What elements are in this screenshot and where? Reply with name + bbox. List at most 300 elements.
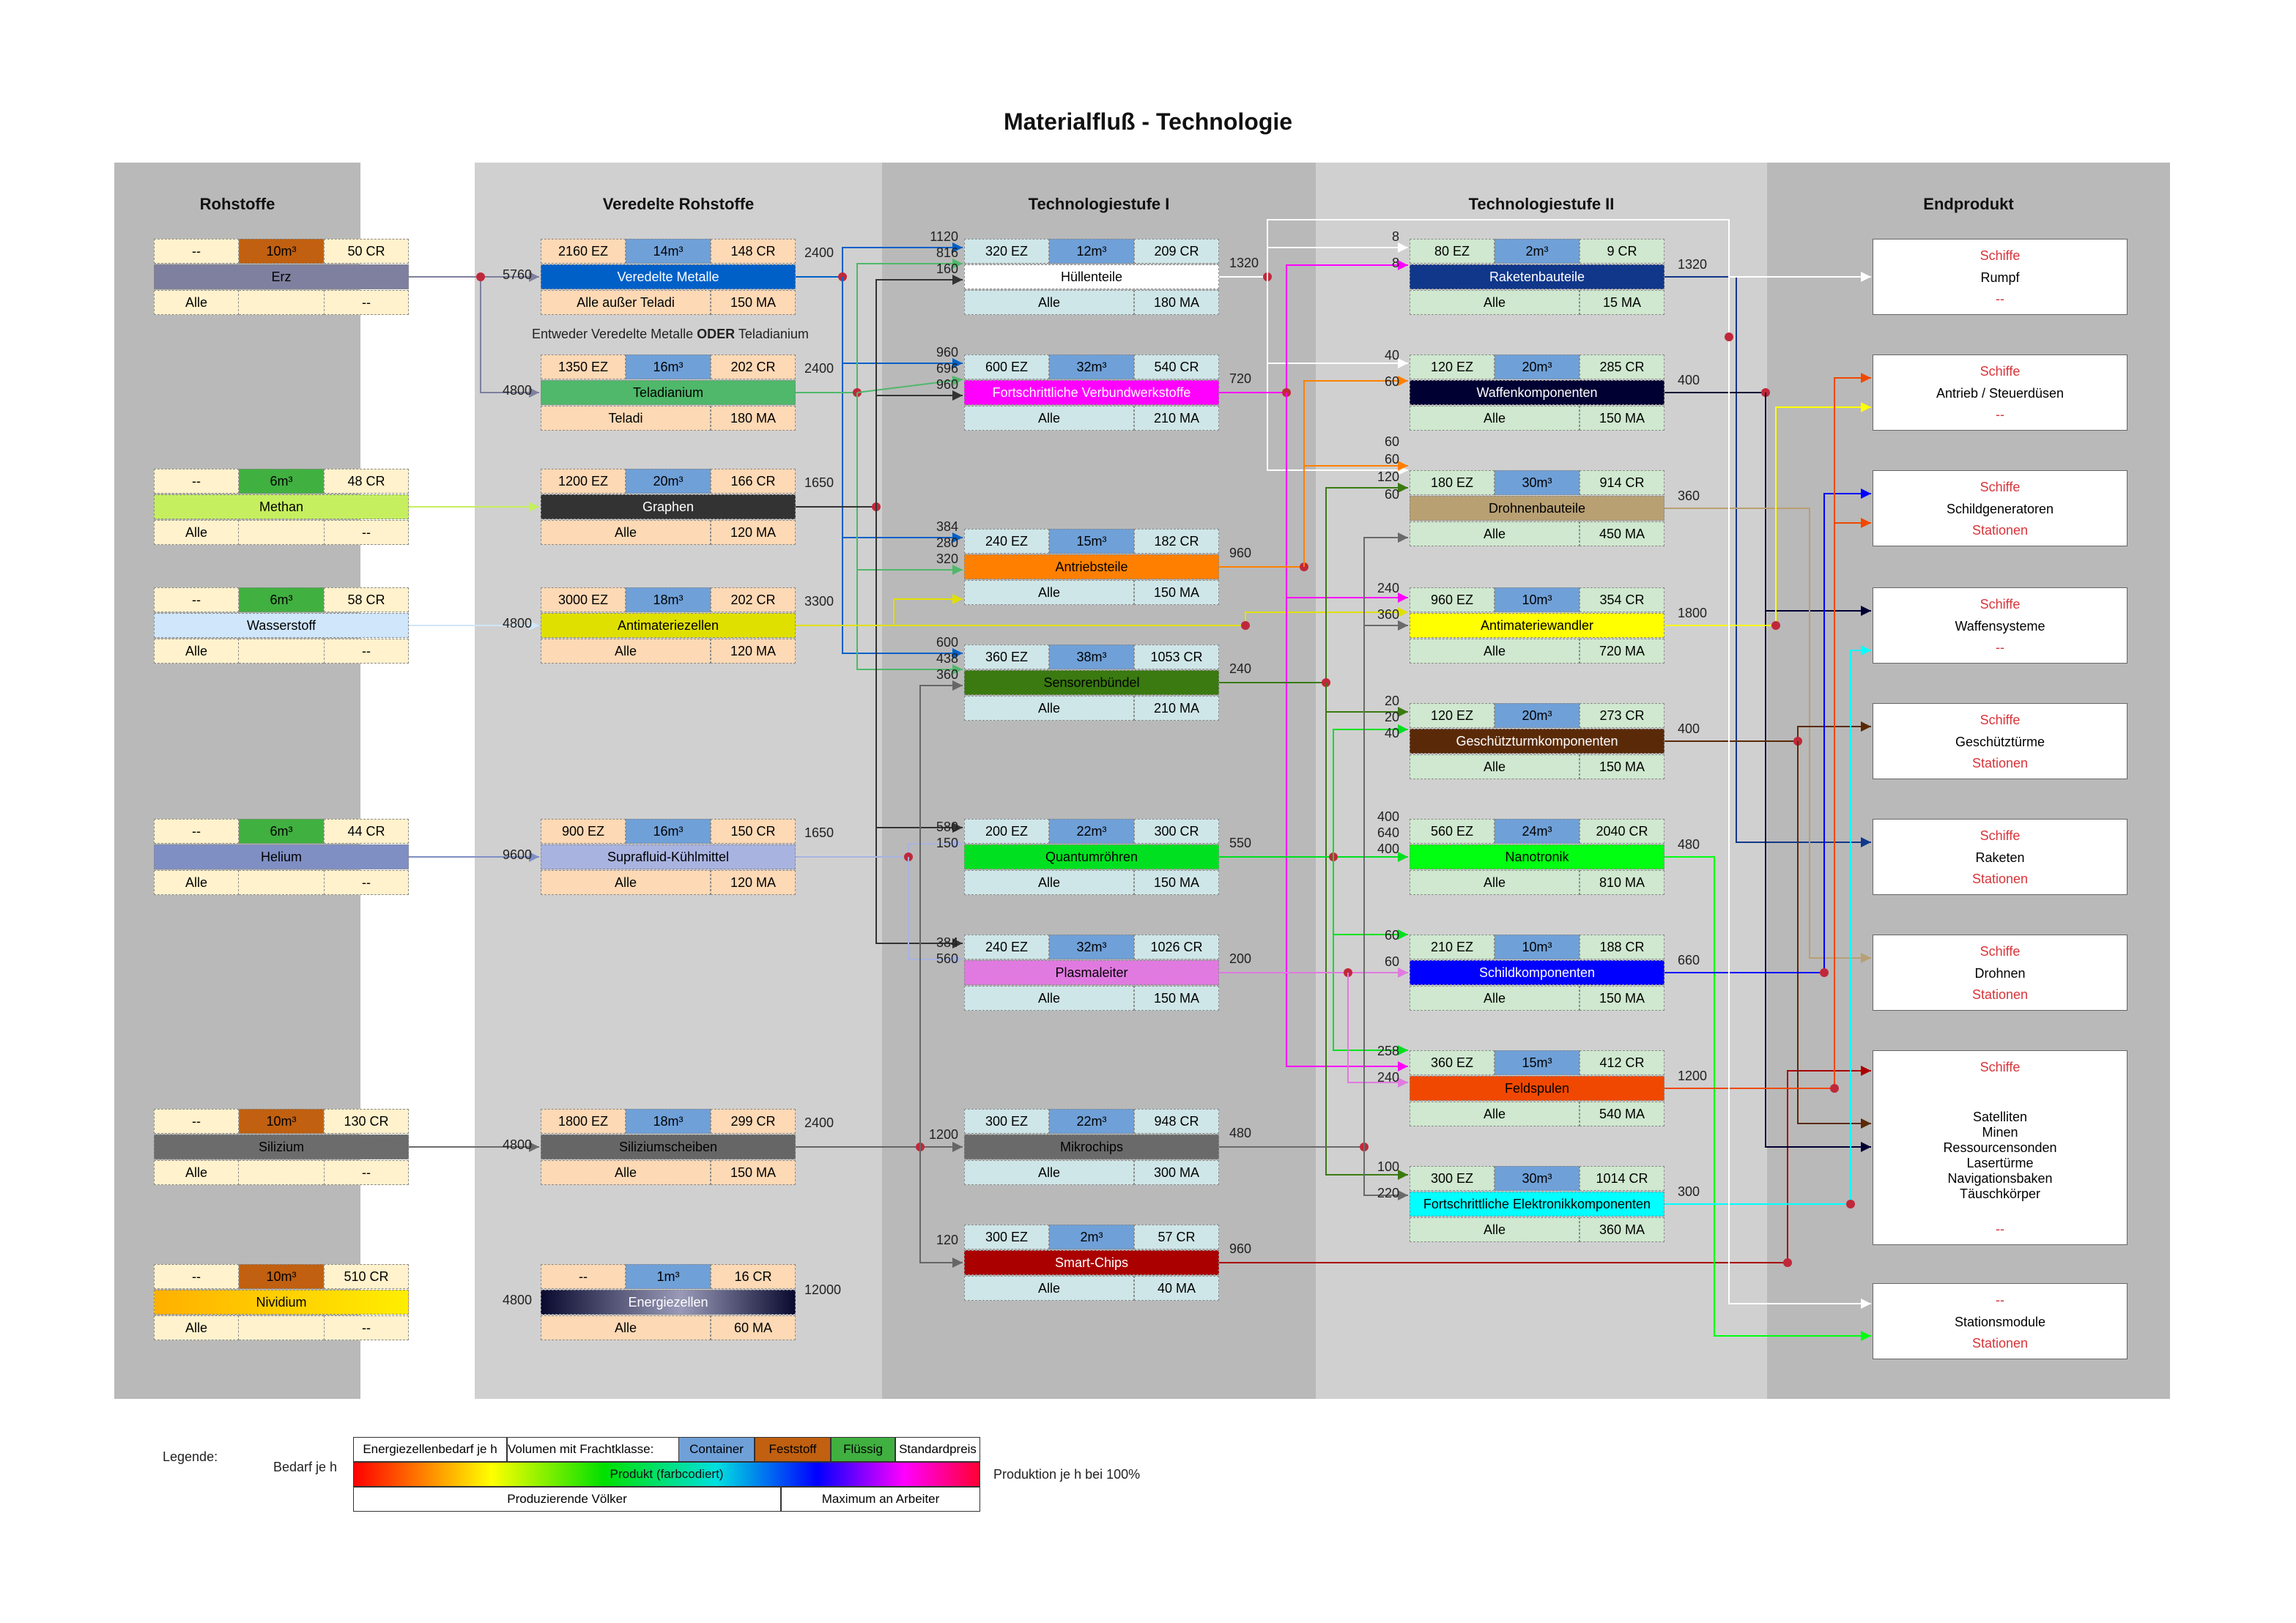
producing-races: Alle außer Teladi (541, 290, 711, 315)
max-workers: 150 MA (711, 1160, 796, 1185)
end-product-line: Raketen (1975, 850, 2025, 865)
tier1-input-amount: 816 (936, 245, 958, 260)
tier2-output-amount: 1200 (1678, 1069, 1708, 1083)
cargo-volume: 10m³ (239, 1109, 324, 1134)
tier1-input-amount: 150 (936, 836, 958, 850)
energy-demand: 180 EZ (1410, 470, 1495, 495)
end-product-box (1873, 354, 2127, 431)
standard-price: 188 CR (1580, 935, 1664, 959)
product-name: Antimateriezellen (541, 613, 796, 638)
legend-volume: Volumen mit Frachtklasse: (507, 1437, 755, 1462)
tier1-card (964, 354, 1219, 431)
end-product-usage: Stationen (1971, 1336, 2029, 1351)
tier2-card (1410, 470, 1664, 546)
tier1-input-amount: 600 (936, 635, 958, 650)
tier1-output-amount: 240 (1229, 661, 1252, 676)
tier2-card (1410, 703, 1664, 779)
tier1-card (964, 819, 1219, 895)
page-title: Materialfluß - Technologie (1003, 108, 1293, 135)
end-product-category: -- (1996, 1293, 2004, 1307)
cargo-volume: 1m³ (626, 1264, 711, 1289)
standard-price: 57 CR (1134, 1225, 1219, 1249)
cargo-volume: 6m³ (239, 587, 324, 612)
end-product-lines (1873, 270, 2127, 285)
energy-demand: 900 EZ (541, 819, 626, 844)
energy-demand: 200 EZ (964, 819, 1049, 844)
energy-demand: 120 EZ (1410, 354, 1495, 379)
standard-price: 300 CR (1134, 819, 1219, 844)
energy-demand: 120 EZ (1410, 703, 1495, 728)
standard-price: 354 CR (1580, 587, 1664, 612)
product-name: Fortschrittliche Elektronikkomponenten (1410, 1192, 1664, 1217)
product-name: Silizium (154, 1134, 409, 1159)
tier2-card (1410, 354, 1664, 431)
max-workers: 720 MA (1580, 639, 1664, 664)
max-workers: 150 MA (1134, 870, 1219, 895)
cargo-volume: 12m³ (1049, 239, 1134, 264)
energy-demand: 600 EZ (964, 354, 1049, 379)
tier2-input-amount: 400 (1377, 809, 1399, 824)
cargo-volume: 20m³ (626, 469, 711, 494)
column-heading: Technologiestufe I (1028, 195, 1170, 213)
cargo-volume: 16m³ (626, 354, 711, 379)
cargo-volume: 14m³ (626, 239, 711, 264)
end-product-line: Lasertürme (1966, 1156, 2034, 1170)
producing-races: Alle (154, 1315, 239, 1340)
note-text: Teladianium (735, 327, 809, 341)
alternative-note (532, 327, 809, 342)
tier2-input-amount: 60 (1384, 452, 1399, 467)
max-workers: 180 MA (1134, 290, 1219, 315)
end-product-line: Rumpf (1980, 270, 2020, 285)
energy-demand: 80 EZ (1410, 239, 1495, 264)
flow-line (1834, 523, 1871, 1088)
refined-card (541, 469, 796, 545)
end-product-line: Ressourcensonden (1943, 1140, 2057, 1155)
energy-demand: 1800 EZ (541, 1109, 626, 1134)
tier1-input-amount: 120 (936, 1233, 958, 1247)
tier2-card (1410, 935, 1664, 1011)
legend-energy: Energiezellenbedarf je h (353, 1437, 507, 1462)
tier2-input-amount: 400 (1377, 842, 1399, 856)
flow-line (1333, 857, 1408, 935)
tier1-input-amount: 160 (936, 261, 958, 276)
max-workers: 810 MA (1580, 870, 1664, 895)
flow-line (1333, 857, 1408, 1050)
flow-line (1664, 407, 1871, 625)
junction-dot (1820, 968, 1829, 977)
standard-price: 948 CR (1134, 1109, 1219, 1134)
max-workers: 360 MA (1580, 1217, 1664, 1242)
end-product-category: Schiffe (1980, 713, 2021, 727)
energy-demand: -- (541, 1264, 626, 1289)
product-name: Fortschrittliche Verbundwerkstoffe (964, 380, 1219, 405)
end-product-line: Waffensysteme (1955, 619, 2045, 634)
tier2-output-amount: 660 (1678, 953, 1700, 968)
end-product-line: Antrieb / Steuerdüsen (1936, 386, 2064, 401)
refined-card (541, 1109, 796, 1185)
max-workers: 150 MA (1580, 406, 1664, 431)
end-product-usage: Stationen (1971, 987, 2029, 1002)
junction-dot (476, 272, 485, 281)
refined-output-amount: 3300 (804, 594, 834, 609)
product-name: Energiezellen (541, 1290, 796, 1315)
flow-line (843, 277, 963, 538)
end-product-usage: Stationen (1971, 872, 2029, 886)
energy-demand: 240 EZ (964, 935, 1049, 959)
junction-dot (1830, 1084, 1839, 1093)
energy-demand: 210 EZ (1410, 935, 1495, 959)
tier2-input-amount: 60 (1384, 487, 1399, 502)
tier1-output-amount: 960 (1229, 546, 1252, 560)
producing-races: Alle (964, 870, 1134, 895)
standard-price: 2040 CR (1580, 819, 1664, 844)
product-name: Methan (154, 494, 409, 519)
max-workers: -- (324, 1160, 409, 1185)
product-name: Schildkomponenten (1410, 960, 1664, 985)
tier2-output-amount: 400 (1678, 373, 1700, 387)
max-workers: 300 MA (1134, 1160, 1219, 1185)
flow-line (481, 277, 539, 393)
tier2-output-amount: 360 (1678, 489, 1700, 503)
junction-dot (1846, 1200, 1855, 1208)
product-name: Mikrochips (964, 1134, 1219, 1159)
tier2-input-amount: 40 (1384, 726, 1399, 740)
flow-line (843, 277, 963, 653)
tier2-input-amount: 258 (1377, 1044, 1399, 1058)
tier1-input-amount: 280 (936, 535, 958, 550)
energy-demand: 300 EZ (964, 1225, 1049, 1249)
cargo-volume: 32m³ (1049, 935, 1134, 959)
legend-races: Produzierende Völker (353, 1487, 781, 1512)
end-product-box (1873, 703, 2127, 779)
refined-card (541, 819, 796, 895)
standard-price: 44 CR (324, 819, 409, 844)
tier2-input-amount: 360 (1377, 607, 1399, 622)
end-product-box (1873, 587, 2127, 664)
end-product-lines (1873, 1110, 2127, 1202)
end-product-box (1873, 819, 2127, 895)
standard-price: 130 CR (324, 1109, 409, 1134)
energy-demand: -- (154, 469, 239, 494)
raw-input-amount: 4800 (502, 1293, 532, 1307)
tier2-input-amount: 240 (1377, 1070, 1399, 1085)
column-heading: Veredelte Rohstoffe (602, 195, 755, 213)
tier2-input-amount: 60 (1384, 374, 1399, 389)
cargo-volume: 15m³ (1049, 529, 1134, 554)
raw-card (154, 469, 409, 545)
tier2-input-amount: 20 (1384, 694, 1399, 708)
tier2-output-amount: 300 (1678, 1184, 1700, 1199)
junction-dot (1783, 1258, 1792, 1267)
producing-races: Teladi (541, 406, 711, 431)
producing-races: Alle (964, 696, 1134, 721)
end-product-line: Satelliten (1972, 1110, 2028, 1124)
energy-demand: 1200 EZ (541, 469, 626, 494)
end-product-box (1873, 1283, 2127, 1359)
cargo-volume: 38m³ (1049, 645, 1134, 669)
raw-card (154, 587, 409, 664)
cargo-volume: 20m³ (1495, 703, 1580, 728)
producing-races: Alle (1410, 639, 1580, 664)
energy-demand: -- (154, 1109, 239, 1134)
energy-demand: 2160 EZ (541, 239, 626, 264)
producing-races: Alle (1410, 870, 1580, 895)
end-product-line: Schildgeneratoren (1946, 502, 2054, 516)
cargo-volume: 10m³ (1495, 935, 1580, 959)
producing-races: Alle (541, 1315, 711, 1340)
legend-demand: Bedarf je h (273, 1460, 337, 1474)
cargo-volume: 32m³ (1049, 354, 1134, 379)
cargo-volume: 18m³ (626, 587, 711, 612)
end-product-usage: -- (1996, 1222, 2004, 1236)
tier2-card (1410, 1166, 1664, 1242)
note-text: Entweder Veredelte Metalle (532, 327, 697, 341)
producing-races: Alle (541, 870, 711, 895)
max-workers: 120 MA (711, 639, 796, 664)
product-name: Feldspulen (1410, 1076, 1664, 1101)
max-workers: -- (324, 520, 409, 545)
raw-input-amount: 9600 (502, 847, 532, 862)
product-name: Antriebsteile (964, 554, 1219, 579)
tier1-input-amount: 1120 (930, 229, 958, 244)
end-product-box (1873, 935, 2127, 1011)
energy-demand: -- (154, 819, 239, 844)
tier2-card (1410, 1050, 1664, 1126)
tier2-card (1410, 239, 1664, 315)
tier1-card (964, 935, 1219, 1011)
product-name: Wasserstoff (154, 613, 409, 638)
tier2-input-amount: 640 (1377, 825, 1399, 840)
tier2-card (1410, 819, 1664, 895)
producing-races: Alle (964, 1276, 1134, 1301)
standard-price: 58 CR (324, 587, 409, 612)
tier1-card (964, 645, 1219, 721)
tier1-output-amount: 480 (1229, 1126, 1252, 1140)
standard-price: 412 CR (1580, 1050, 1664, 1075)
max-workers: 450 MA (1580, 521, 1664, 546)
energy-demand: 960 EZ (1410, 587, 1495, 612)
standard-price: 540 CR (1134, 354, 1219, 379)
cargo-volume: 24m³ (1495, 819, 1580, 844)
raw-input-amount: 4800 (502, 1137, 532, 1152)
legend-product: Produkt (farbcodiert) (353, 1462, 980, 1487)
junction-dot (1241, 621, 1250, 630)
energy-demand: 320 EZ (964, 239, 1049, 264)
max-workers: -- (324, 290, 409, 315)
producing-races: Alle (964, 986, 1134, 1011)
standard-price: 285 CR (1580, 354, 1664, 379)
energy-demand: 300 EZ (1410, 1166, 1495, 1191)
standard-price: 202 CR (711, 354, 796, 379)
cargo-volume: 2m³ (1049, 1225, 1134, 1249)
end-product-usage: -- (1996, 407, 2004, 422)
tier1-input-amount: 696 (936, 361, 958, 376)
refined-card (541, 1264, 796, 1340)
max-workers: 150 MA (1134, 986, 1219, 1011)
max-workers: 180 MA (711, 406, 796, 431)
end-product-lines (1873, 1315, 2127, 1329)
refined-card (541, 239, 796, 315)
refined-output-amount: 2400 (804, 245, 834, 260)
producing-races: Alle (1410, 406, 1580, 431)
end-product-category: Schiffe (1980, 1060, 2021, 1074)
end-product-box (1873, 1050, 2127, 1245)
max-workers: 60 MA (711, 1315, 796, 1340)
tier1-input-amount: 960 (936, 345, 958, 360)
producing-races: Alle (154, 639, 239, 664)
cargo-volume: 15m³ (1495, 1050, 1580, 1075)
energy-demand: 360 EZ (1410, 1050, 1495, 1075)
junction-dot (1725, 333, 1733, 341)
max-workers: 210 MA (1134, 406, 1219, 431)
max-workers: 150 MA (1580, 754, 1664, 779)
tier1-card (964, 529, 1219, 605)
producing-races: Alle (1410, 754, 1580, 779)
flow-line (1766, 393, 1871, 1147)
product-name: Hüllenteile (964, 264, 1219, 289)
product-name: Geschützturmkomponenten (1410, 729, 1664, 754)
tier2-input-amount: 60 (1384, 954, 1399, 969)
energy-demand: 300 EZ (964, 1109, 1049, 1134)
max-workers: -- (324, 639, 409, 664)
end-product-usage: -- (1996, 640, 2004, 655)
producing-races: Alle (964, 580, 1134, 605)
product-name: Nividium (154, 1290, 409, 1315)
product-name: Veredelte Metalle (541, 264, 796, 289)
raw-card (154, 1109, 409, 1185)
energy-demand: 560 EZ (1410, 819, 1495, 844)
end-product-usage: Stationen (1971, 756, 2029, 770)
tier1-input-amount: 1200 (928, 1127, 958, 1142)
producing-races: Alle (1410, 986, 1580, 1011)
product-name: Plasmaleiter (964, 960, 1219, 985)
raw-input-amount: 4800 (502, 616, 532, 631)
product-name: Quantumröhren (964, 844, 1219, 869)
cargo-volume: 22m³ (1049, 1109, 1134, 1134)
producing-races: Alle (541, 639, 711, 664)
standard-price: 16 CR (711, 1264, 796, 1289)
standard-price: 9 CR (1580, 239, 1664, 264)
end-product-usage: -- (1996, 291, 2004, 306)
tier1-input-amount: 320 (936, 551, 958, 566)
tier2-output-amount: 400 (1678, 721, 1700, 736)
standard-price: 202 CR (711, 587, 796, 612)
end-product-usage: Stationen (1971, 523, 2029, 538)
standard-price: 1026 CR (1134, 935, 1219, 959)
cargo-volume: 30m³ (1495, 470, 1580, 495)
producing-races: Alle (154, 1160, 239, 1185)
cargo-volume: 18m³ (626, 1109, 711, 1134)
tier1-card (964, 1225, 1219, 1301)
end-product-category: Schiffe (1980, 364, 2021, 379)
producing-races: Alle (1410, 290, 1580, 315)
end-product-category: Schiffe (1980, 248, 2021, 263)
producing-races: Alle (541, 520, 711, 545)
raw-input-amount: 4800 (502, 383, 532, 398)
energy-demand: 1350 EZ (541, 354, 626, 379)
tier1-input-amount: 384 (936, 935, 958, 950)
column-heading: Technologiestufe II (1468, 195, 1615, 213)
tier1-input-amount: 438 (936, 651, 958, 666)
product-name: Smart-Chips (964, 1250, 1219, 1275)
standard-price: 1053 CR (1134, 645, 1219, 669)
legend-liquid: Flüssig (831, 1437, 895, 1462)
max-workers: -- (324, 870, 409, 895)
tier1-output-amount: 960 (1229, 1241, 1252, 1256)
product-name: Helium (154, 844, 409, 869)
legend-max: Maximum an Arbeiter (781, 1487, 980, 1512)
cargo-volume: 30m³ (1495, 1166, 1580, 1191)
max-workers: 150 MA (711, 290, 796, 315)
end-product-lines (1873, 735, 2127, 749)
tier2-input-amount: 20 (1384, 710, 1399, 724)
product-name: Waffenkomponenten (1410, 380, 1664, 405)
producing-races: Alle (964, 290, 1134, 315)
producing-races: Alle (154, 870, 239, 895)
product-name: Raketenbauteile (1410, 264, 1664, 289)
tier2-input-amount: 40 (1384, 348, 1399, 363)
tier1-input-amount: 960 (936, 377, 958, 392)
refined-output-amount: 12000 (804, 1282, 842, 1297)
tier2-input-amount: 120 (1377, 469, 1399, 484)
max-workers: 120 MA (711, 520, 796, 545)
producing-races: Alle (154, 290, 239, 315)
product-name: Drohnenbauteile (1410, 496, 1664, 521)
end-product-line: Minen (1982, 1125, 2018, 1140)
standard-price: 1014 CR (1580, 1166, 1664, 1191)
max-workers: 150 MA (1580, 986, 1664, 1011)
end-product-box (1873, 239, 2127, 315)
standard-price: 914 CR (1580, 470, 1664, 495)
tier2-input-amount: 60 (1384, 928, 1399, 943)
standard-price: 166 CR (711, 469, 796, 494)
end-product-line: Drohnen (1974, 966, 2026, 981)
standard-price: 150 CR (711, 819, 796, 844)
energy-demand: 360 EZ (964, 645, 1049, 669)
flow-line (1664, 857, 1871, 1336)
end-product-category: Schiffe (1980, 828, 2021, 843)
cargo-volume: 22m³ (1049, 819, 1134, 844)
end-product-line: Täuschkörper (1959, 1186, 2041, 1201)
end-product-box (1873, 470, 2127, 546)
end-product-category: Schiffe (1980, 944, 2021, 959)
refined-output-amount: 2400 (804, 1115, 834, 1130)
product-name: Erz (154, 264, 409, 289)
cargo-volume: 6m³ (239, 469, 324, 494)
energy-demand: -- (154, 1264, 239, 1289)
energy-demand: -- (154, 587, 239, 612)
legend-price: Standardpreis (895, 1437, 980, 1462)
end-product-lines (1873, 966, 2127, 981)
tier2-output-amount: 1320 (1678, 257, 1708, 272)
end-product-line: Geschütztürme (1955, 735, 2045, 749)
column-heading: Rohstoffe (199, 195, 275, 213)
max-workers: 210 MA (1134, 696, 1219, 721)
product-name: Sensorenbündel (964, 670, 1219, 695)
junction-dot (1771, 621, 1780, 630)
standard-price: 182 CR (1134, 529, 1219, 554)
tier1-output-amount: 550 (1229, 836, 1252, 850)
standard-price: 48 CR (324, 469, 409, 494)
max-workers: 15 MA (1580, 290, 1664, 315)
tier2-input-amount: 100 (1377, 1159, 1399, 1174)
flow-line (796, 612, 1408, 625)
tier1-input-amount: 384 (936, 519, 958, 534)
product-name: Suprafluid-Kühlmittel (541, 844, 796, 869)
end-product-lines (1873, 502, 2127, 516)
refined-card (541, 354, 796, 431)
